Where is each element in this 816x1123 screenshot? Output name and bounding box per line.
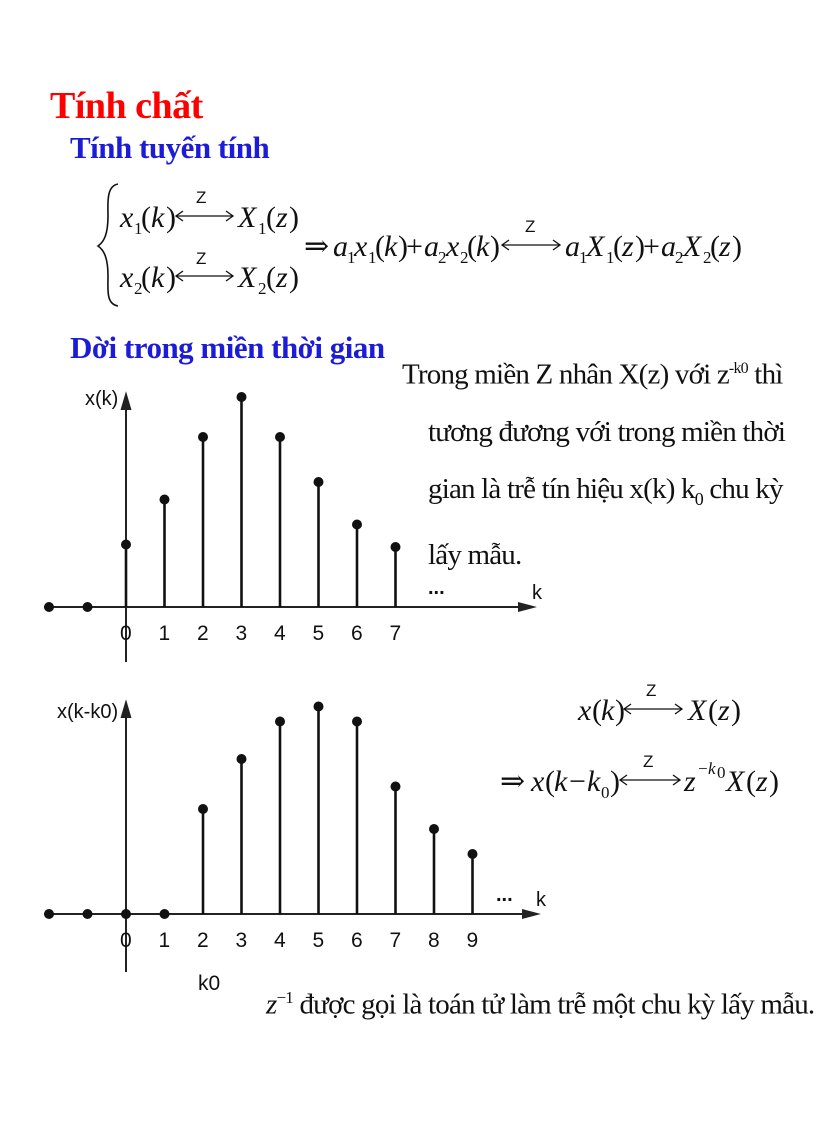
svg-text:⇒: ⇒ (500, 765, 526, 798)
svg-text:X: X (683, 230, 702, 263)
svg-text:1: 1 (606, 248, 615, 267)
y-axis-label: x(k) (85, 388, 119, 410)
svg-text:(: ( (467, 230, 477, 263)
svg-text:2: 2 (258, 279, 267, 298)
svg-text:Z: Z (196, 188, 207, 207)
tick-label: 7 (389, 929, 402, 952)
svg-text:z: z (622, 230, 634, 263)
tick-label: 4 (274, 929, 286, 952)
svg-text:k: k (151, 261, 165, 294)
svg-text:x: x (446, 230, 460, 263)
svg-text:2: 2 (134, 279, 143, 298)
svg-text:Z: Z (525, 217, 536, 236)
stem-point (198, 804, 208, 814)
desc-sub: 0 (694, 488, 703, 509)
svg-text:k: k (554, 765, 568, 798)
tick-label: 3 (235, 929, 248, 952)
stem-point (275, 717, 285, 727)
svg-text:X: X (238, 201, 257, 234)
svg-text:X: X (586, 230, 605, 263)
svg-text:(: ( (746, 765, 756, 798)
note-text: được gọi là toán tử làm trễ một chu kỳ lấy mẫu. (293, 988, 815, 1021)
continuation-dots: ... (428, 577, 445, 599)
svg-text:z: z (756, 765, 768, 798)
svg-text:a: a (565, 230, 580, 263)
stem-point (391, 782, 401, 792)
svg-text:1: 1 (134, 219, 143, 238)
tick-label: 8 (428, 929, 440, 952)
svg-text:k: k (151, 201, 165, 234)
svg-text:0: 0 (717, 763, 726, 782)
svg-text:2: 2 (675, 248, 684, 267)
desc-sup: -k0 (728, 360, 748, 377)
svg-text:+: + (643, 230, 660, 263)
svg-text:k: k (476, 230, 490, 263)
svg-text:): ) (166, 201, 176, 234)
svg-text:a: a (333, 230, 348, 263)
x-axis-label: k (536, 889, 546, 911)
tick-label: 6 (351, 929, 363, 952)
svg-text:): ) (732, 230, 742, 263)
page-title: Tính chất (50, 85, 203, 127)
svg-text:): ) (731, 694, 741, 727)
svg-text:(: ( (266, 201, 276, 234)
svg-text:1: 1 (347, 248, 356, 267)
tick-label: 5 (312, 622, 325, 645)
svg-text:(: ( (141, 261, 151, 294)
desc-line-2: tương đương với trong miền thời (428, 415, 786, 448)
desc-line-3: gian là trễ tín hiệu x(k) k (428, 472, 695, 505)
svg-text:X: X (688, 694, 707, 727)
desc-line-4: lấy mẫu. (428, 539, 522, 572)
tick-label: 0 (120, 622, 132, 645)
stem-point (83, 909, 93, 919)
stem-point (468, 849, 478, 859)
svg-text:⇒: ⇒ (304, 230, 330, 263)
tick-label: 0 (120, 929, 132, 952)
svg-text:0: 0 (601, 783, 610, 802)
k0-label: k0 (198, 972, 221, 995)
svg-text:1: 1 (368, 248, 377, 267)
y-axis-label: x(k-k0) (57, 701, 119, 723)
tick-label: 5 (312, 929, 325, 952)
svg-text:k: k (601, 694, 615, 727)
svg-text:x: x (354, 230, 368, 263)
svg-text:z: z (276, 261, 288, 294)
tick-label: 1 (158, 622, 171, 645)
svg-text:): ) (610, 765, 620, 798)
svg-text:1: 1 (258, 219, 267, 238)
stems (44, 702, 478, 920)
stem-point (237, 754, 247, 764)
svg-text:+: + (406, 230, 423, 263)
svg-text:): ) (398, 230, 408, 263)
svg-text:Z: Z (196, 249, 207, 268)
heading-linearity: Tính tuyến tính (70, 130, 270, 165)
note-sup: −1 (276, 988, 293, 1007)
svg-text:k: k (384, 230, 398, 263)
svg-text:X: X (238, 261, 257, 294)
stem-point (352, 717, 362, 727)
y-axis-arrow (121, 701, 131, 718)
desc-line-1-tail: thì (747, 358, 783, 391)
svg-text:x: x (531, 765, 545, 798)
svg-text:2: 2 (438, 248, 447, 267)
svg-text:(: ( (141, 201, 151, 234)
tick-label: 2 (197, 929, 209, 952)
svg-text:): ) (166, 261, 176, 294)
svg-text:(: ( (710, 230, 720, 263)
svg-text:z: z (718, 694, 730, 727)
svg-text:z: z (276, 201, 288, 234)
svg-text:a: a (661, 230, 676, 263)
svg-text:x: x (120, 201, 134, 234)
x-axis-label: k (532, 582, 542, 604)
svg-text:−: − (569, 765, 586, 798)
svg-text:): ) (289, 261, 299, 294)
tick-label: 4 (274, 622, 286, 645)
svg-text:): ) (615, 694, 625, 727)
stem-point (429, 824, 439, 834)
svg-text:(: ( (545, 765, 555, 798)
tick-label: 1 (158, 929, 171, 952)
svg-text:(: ( (613, 230, 623, 263)
desc-line-1: Trong miền Z nhân X(z) với z (402, 358, 729, 391)
svg-text:(: ( (708, 694, 718, 727)
svg-text:−: − (698, 759, 708, 778)
svg-text:Z: Z (646, 681, 657, 700)
svg-text:Z: Z (643, 752, 654, 771)
tick-label: 3 (235, 622, 248, 645)
stem-point (160, 909, 170, 919)
svg-text:(: ( (375, 230, 385, 263)
svg-text:x: x (120, 261, 134, 294)
svg-text:(: ( (266, 261, 276, 294)
stem-point (121, 909, 131, 919)
svg-text:k: k (708, 759, 716, 778)
svg-text:1: 1 (579, 248, 588, 267)
svg-text:2: 2 (460, 248, 469, 267)
stem-point (44, 909, 54, 919)
continuation-dots: ... (496, 884, 513, 906)
desc-line-3-tail: chu kỳ (702, 472, 783, 505)
note-z: z (266, 988, 277, 1021)
svg-text:): ) (635, 230, 645, 263)
svg-text:X: X (726, 765, 745, 798)
svg-text:): ) (769, 765, 779, 798)
svg-text:(: ( (592, 694, 602, 727)
heading-time-shift: Dời trong miền thời gian (70, 330, 385, 365)
svg-text:): ) (490, 230, 500, 263)
svg-text:k: k (587, 765, 601, 798)
svg-text:a: a (424, 230, 439, 263)
tick-label: 9 (466, 929, 479, 952)
tick-label: 7 (389, 622, 402, 645)
svg-text:z: z (719, 230, 731, 263)
tick-label: 2 (197, 622, 209, 645)
tick-labels (120, 929, 478, 952)
tick-label: 6 (351, 622, 363, 645)
svg-text:z: z (684, 765, 696, 798)
svg-text:x: x (578, 694, 592, 727)
svg-text:2: 2 (703, 248, 712, 267)
stem-point (314, 702, 324, 712)
svg-text:): ) (289, 201, 299, 234)
